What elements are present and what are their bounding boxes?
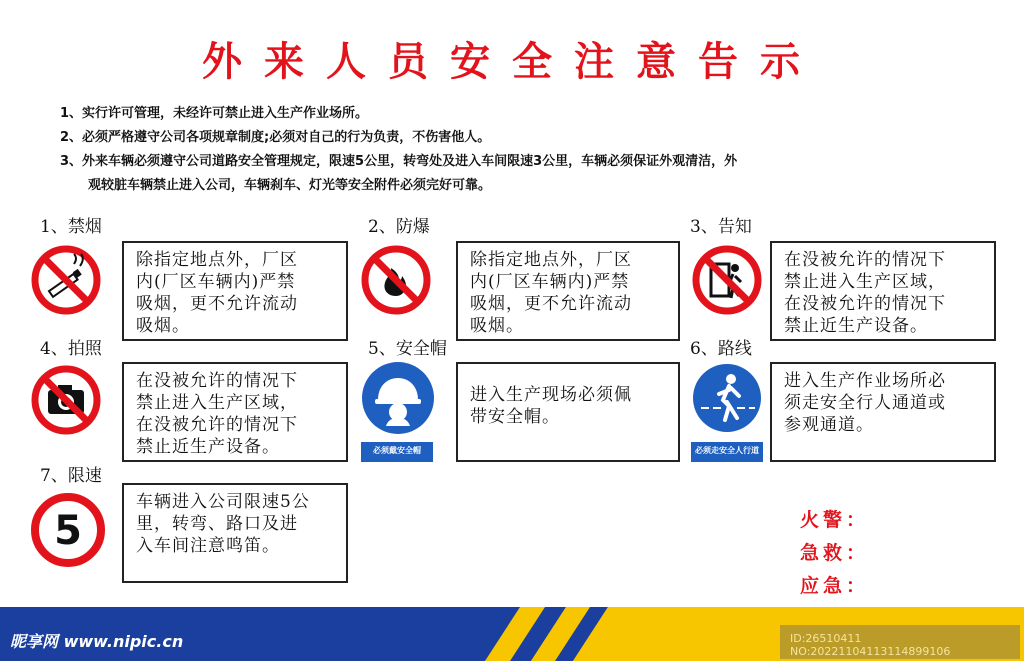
text-line: 在没被允许的情况下 xyxy=(136,371,298,391)
text-box-speed-limit xyxy=(122,483,348,583)
speed-limit-icon xyxy=(30,492,106,568)
rule-2: 2、必须严格遵守公司各项规章制度;必须对自己的行为负责，不伤害他人。 xyxy=(60,130,491,145)
route-sign-caption: 必须走安全人行道 xyxy=(691,442,763,462)
text-box-explosion-proof xyxy=(456,241,680,341)
text-line: 除指定地点外，厂区 xyxy=(470,250,632,270)
text-line: 禁止近生产设备。 xyxy=(136,437,280,457)
label-notice: 3、告知 xyxy=(690,217,752,237)
text-line: 内(厂区车辆内)严禁 xyxy=(136,272,296,292)
rule-3-cont: 观较脏车辆禁止进入公司，车辆刹车、灯光等安全附件必须完好可靠。 xyxy=(88,178,492,193)
text-line: 内(厂区车辆内)严禁 xyxy=(470,272,630,292)
text-line: 须走安全行人通道或 xyxy=(784,393,946,413)
label-no-smoking: 1、禁烟 xyxy=(40,217,102,237)
text-line: 在没被允许的情况下 xyxy=(784,294,946,314)
text-line: 吸烟。 xyxy=(136,316,190,336)
image-id: ID:26510411 NO:20221104113114899106 xyxy=(790,632,951,658)
text-box-route xyxy=(770,362,996,462)
text-line: 在没被允许的情况下 xyxy=(136,415,298,435)
text-box-no-smoking xyxy=(122,241,348,341)
text-line: 吸烟，更不允许流动 xyxy=(470,294,632,314)
fire-alarm-label: 火警： xyxy=(800,509,870,531)
text-line: 进入生产作业场所必 xyxy=(784,371,946,391)
no-entry-icon xyxy=(691,244,763,316)
text-box-safety-helmet xyxy=(456,362,680,462)
text-line: 在没被允许的情况下 xyxy=(784,250,946,270)
rule-3: 3、外来车辆必须遵守公司道路安全管理规定，限速5公里，转弯处及进入车间限速3公里，车辆必须保证外观清洁，外 xyxy=(60,154,738,169)
label-safety-helmet: 5、安全帽 xyxy=(368,339,447,359)
text-box-no-photography xyxy=(122,362,348,462)
emergency-label: 应急： xyxy=(800,575,870,597)
no-fire-icon xyxy=(360,244,432,316)
speed-limit-number: 5 xyxy=(54,508,82,554)
helmet-icon xyxy=(360,360,436,436)
label-no-photography: 4、拍照 xyxy=(40,339,102,359)
rules-list xyxy=(60,102,990,198)
label-route: 6、路线 xyxy=(690,339,752,359)
text-line: 进入生产现场必须佩 xyxy=(470,385,632,405)
no-smoking-icon xyxy=(30,244,102,316)
text-line: 车辆进入公司限速5公 xyxy=(136,492,310,512)
watermark: 昵享网 www.nipic.cn xyxy=(10,632,184,651)
text-line: 禁止近生产设备。 xyxy=(784,316,928,336)
page-title: 外来人员安全注意告示 xyxy=(202,39,822,85)
label-explosion-proof: 2、防爆 xyxy=(368,217,430,237)
first-aid-label: 急救： xyxy=(800,542,870,564)
text-line: 入车间注意鸣笛。 xyxy=(136,536,280,556)
rule-1: 1、实行许可管理，未经许可禁止进入生产作业场所。 xyxy=(60,106,369,121)
helmet-sign-caption: 必须戴安全帽 xyxy=(361,442,433,462)
label-speed-limit: 7、限速 xyxy=(40,466,102,486)
text-line: 禁止进入生产区域， xyxy=(784,272,946,292)
no-camera-icon xyxy=(30,364,102,436)
pedestrian-icon xyxy=(691,362,763,434)
text-line: 除指定地点外，厂区 xyxy=(136,250,298,270)
text-line: 吸烟，更不允许流动 xyxy=(136,294,298,314)
text-line: 禁止进入生产区域， xyxy=(136,393,298,413)
text-line: 里，转弯、路口及进 xyxy=(136,514,298,534)
text-box-notice xyxy=(770,241,996,341)
text-line: 吸烟。 xyxy=(470,316,524,336)
text-line: 参观通道。 xyxy=(784,415,874,435)
text-line: 带安全帽。 xyxy=(470,407,560,427)
